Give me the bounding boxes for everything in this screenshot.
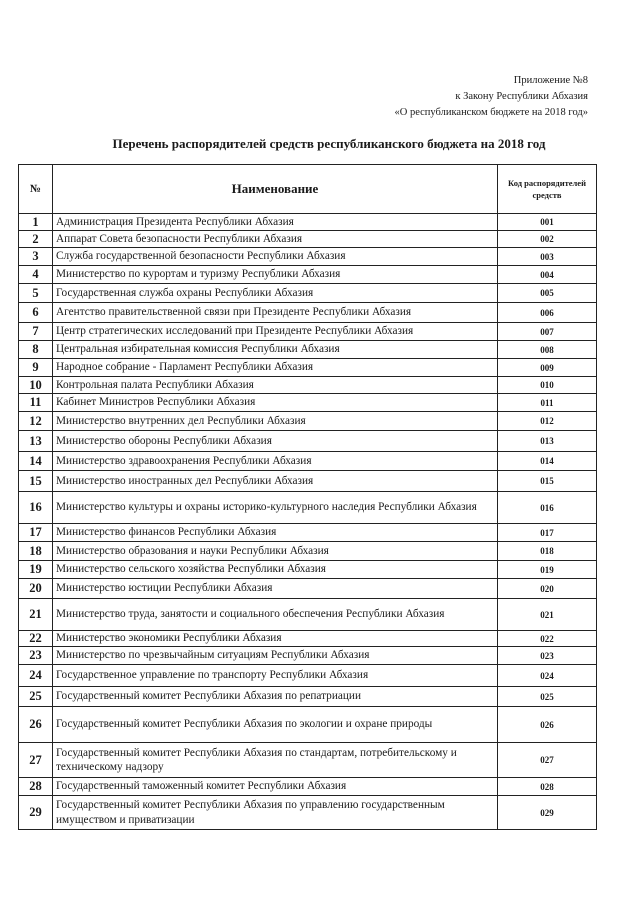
row-code: 013 <box>498 431 597 452</box>
row-number: 22 <box>19 631 53 647</box>
row-name: Государственный комитет Республики Абхазия по стандартам, потребительскому и техническому надзору <box>53 743 498 778</box>
header-number: № <box>19 165 53 214</box>
row-name: Служба государственной безопасности Республики Абхазия <box>53 248 498 266</box>
row-code: 015 <box>498 471 597 492</box>
row-number: 27 <box>19 743 53 778</box>
row-name: Министерство юстиции Республики Абхазия <box>53 579 498 599</box>
table-row <box>19 377 597 394</box>
table-row <box>19 665 597 687</box>
row-code: 023 <box>498 647 597 665</box>
row-code: 010 <box>498 377 597 394</box>
header-name: Наименование <box>53 165 498 214</box>
appendix-law-title: «О республиканском бюджете на 2018 год» <box>394 107 588 118</box>
table-row <box>19 743 597 778</box>
table-row <box>19 323 597 341</box>
table-row <box>19 284 597 303</box>
row-name: Министерство внутренних дел Республики Абхазия <box>53 412 498 431</box>
row-number: 28 <box>19 778 53 796</box>
row-name: Контрольная палата Республики Абхазия <box>53 377 498 394</box>
row-code: 005 <box>498 284 597 303</box>
row-number: 14 <box>19 452 53 471</box>
row-name: Государственный комитет Республики Абхазия по репатриации <box>53 687 498 707</box>
table-row <box>19 266 597 284</box>
row-name: Министерство по чрезвычайным ситуациям Республики Абхазия <box>53 647 498 665</box>
row-number: 25 <box>19 687 53 707</box>
row-number: 2 <box>19 231 53 248</box>
table-row <box>19 599 597 631</box>
row-number: 1 <box>19 214 53 231</box>
row-name: Министерство сельского хозяйства Республики Абхазия <box>53 561 498 579</box>
row-code: 014 <box>498 452 597 471</box>
row-name: Министерство по курортам и туризму Республики Абхазия <box>53 266 498 284</box>
table-row <box>19 631 597 647</box>
row-name: Государственный комитет Республики Абхазия по экологии и охране природы <box>53 707 498 743</box>
table-row <box>19 561 597 579</box>
row-code: 006 <box>498 303 597 323</box>
row-number: 7 <box>19 323 53 341</box>
row-code: 002 <box>498 231 597 248</box>
table-row <box>19 687 597 707</box>
row-name: Народное собрание - Парламент Республики Абхазия <box>53 359 498 377</box>
row-name: Министерство здравоохранения Республики Абхазия <box>53 452 498 471</box>
row-code: 020 <box>498 579 597 599</box>
row-code: 022 <box>498 631 597 647</box>
table-row <box>19 707 597 743</box>
row-code: 016 <box>498 492 597 524</box>
row-number: 18 <box>19 542 53 561</box>
table-row <box>19 359 597 377</box>
row-code: 026 <box>498 707 597 743</box>
table-row <box>19 303 597 323</box>
row-code: 027 <box>498 743 597 778</box>
row-name: Министерство экономики Республики Абхазия <box>53 631 498 647</box>
row-name: Центр стратегических исследований при Президенте Республики Абхазия <box>53 323 498 341</box>
row-code: 007 <box>498 323 597 341</box>
budget-managers-table <box>18 164 597 830</box>
appendix-number: Приложение №8 <box>513 75 588 86</box>
header-code: Код распорядителей средств <box>498 165 597 214</box>
appendix-law-reference: к Закону Республики Абхазия <box>455 91 588 102</box>
row-number: 17 <box>19 524 53 542</box>
row-name: Министерство обороны Республики Абхазия <box>53 431 498 452</box>
table-row <box>19 492 597 524</box>
row-name: Государственная служба охраны Республики Абхазия <box>53 284 498 303</box>
row-code: 028 <box>498 778 597 796</box>
row-name: Государственный комитет Республики Абхазия по управлению государственным имуществом и приватизации <box>53 796 498 830</box>
row-name: Администрация Президента Республики Абхазия <box>53 214 498 231</box>
table-row <box>19 647 597 665</box>
row-code: 021 <box>498 599 597 631</box>
row-number: 24 <box>19 665 53 687</box>
row-number: 26 <box>19 707 53 743</box>
row-code: 029 <box>498 796 597 830</box>
row-code: 012 <box>498 412 597 431</box>
row-number: 6 <box>19 303 53 323</box>
row-number: 9 <box>19 359 53 377</box>
row-number: 5 <box>19 284 53 303</box>
row-name: Министерство культуры и охраны историко-культурного наследия Республики Абхазия <box>53 492 498 524</box>
table-row <box>19 579 597 599</box>
row-number: 23 <box>19 647 53 665</box>
row-code: 004 <box>498 266 597 284</box>
table-row <box>19 341 597 359</box>
row-number: 15 <box>19 471 53 492</box>
row-number: 16 <box>19 492 53 524</box>
row-name: Агентство правительственной связи при Президенте Республики Абхазия <box>53 303 498 323</box>
table-body <box>19 214 597 830</box>
table-header-row <box>19 165 597 214</box>
row-number: 19 <box>19 561 53 579</box>
table-row <box>19 231 597 248</box>
row-name: Аппарат Совета безопасности Республики Абхазия <box>53 231 498 248</box>
table-row <box>19 431 597 452</box>
row-number: 11 <box>19 394 53 412</box>
row-number: 8 <box>19 341 53 359</box>
appendix-heading <box>395 73 589 121</box>
row-code: 003 <box>498 248 597 266</box>
row-code: 009 <box>498 359 597 377</box>
row-code: 008 <box>498 341 597 359</box>
row-name: Министерство образования и науки Республики Абхазия <box>53 542 498 561</box>
row-number: 4 <box>19 266 53 284</box>
table-row <box>19 412 597 431</box>
table-row <box>19 214 597 231</box>
row-name: Государственный таможенный комитет Республики Абхазия <box>53 778 498 796</box>
row-number: 21 <box>19 599 53 631</box>
row-number: 3 <box>19 248 53 266</box>
table-row <box>19 542 597 561</box>
table-row <box>19 796 597 830</box>
table-row <box>19 248 597 266</box>
row-number: 13 <box>19 431 53 452</box>
row-name: Центральная избирательная комиссия Республики Абхазия <box>53 341 498 359</box>
table-row <box>19 452 597 471</box>
row-name: Кабинет Министров Республики Абхазия <box>53 394 498 412</box>
row-number: 20 <box>19 579 53 599</box>
row-code: 018 <box>498 542 597 561</box>
row-name: Министерство финансов Республики Абхазия <box>53 524 498 542</box>
row-name: Министерство труда, занятости и социального обеспечения Республики Абхазия <box>53 599 498 631</box>
row-number: 29 <box>19 796 53 830</box>
table-row <box>19 471 597 492</box>
row-code: 024 <box>498 665 597 687</box>
row-code: 011 <box>498 394 597 412</box>
table-row <box>19 778 597 796</box>
table-row <box>19 524 597 542</box>
document-title: Перечень распорядителей средств республиканского бюджета на 2018 год <box>112 136 546 151</box>
row-code: 025 <box>498 687 597 707</box>
table-row <box>19 394 597 412</box>
row-code: 001 <box>498 214 597 231</box>
row-name: Государственное управление по транспорту Республики Абхазия <box>53 665 498 687</box>
row-name: Министерство иностранных дел Республики Абхазия <box>53 471 498 492</box>
row-code: 017 <box>498 524 597 542</box>
row-code: 019 <box>498 561 597 579</box>
row-number: 12 <box>19 412 53 431</box>
row-number: 10 <box>19 377 53 394</box>
